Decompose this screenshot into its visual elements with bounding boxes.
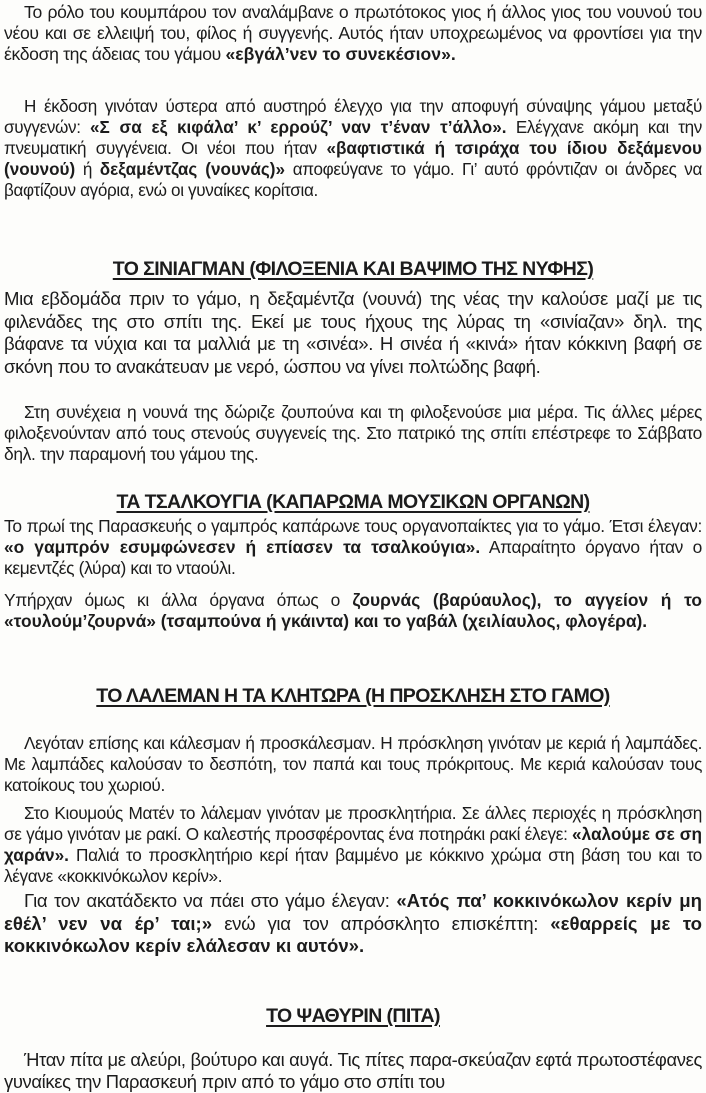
paragraph-psathyrin-pie (4, 1049, 702, 1093)
text-run: Η έκδοση γινόταν ύστερα από αυστηρό έλεγχο για την αποφυγή σύναψης γάμου μεταξύ συγγενών: (4, 97, 702, 137)
text-run: Υπήρχαν όμως κι άλλα όργανα όπως ο (4, 590, 353, 610)
text-run: ή (75, 160, 100, 179)
heading-laleman (4, 684, 702, 708)
text-run: Στη συνέχεια η νουνά της δώριζε ζουπούνα και τη φιλοξενούσε μια μέρα. Τις άλλες μέρες φιλοξενούνταν από τους στενούς συγγενείς της. Στο πατρικό της σπίτι επέστρεφε το Σάββατο δηλ. την παραμονή του γάμου της. (4, 402, 702, 464)
heading-siniagman (4, 257, 702, 281)
text-run: Ήταν πίτα με αλεύρι, βούτυρο και αυγά. Τις πίτες παρα-σκεύαζαν εφτά πρωτοστέφανες γυναίκες την Παρασκευή πριν από το γάμο στο σπίτι του (4, 1049, 702, 1092)
text-run: Το πρωί της Παρασκευής ο γαμπρός καπάρωνε τους οργανοπαίκτες για το γάμο. Έτσι έλεγαν: (4, 516, 702, 536)
bold-quote-run: δεξαμέντζας (νουνάς)» (99, 160, 286, 179)
text-run: Παλιά το προσκλητήριο κερί ήταν βαμμένο με κόκκινο χρώμα στη βάση του και το λέγανε «κοκκινόκωλον κερίν». (4, 845, 702, 886)
paragraph-tsalkougia-instruments (4, 590, 702, 632)
heading-siniagman-text: ΤΟ ΣΙΝΙΑΓΜΑΝ (ΦΙΛΟΞΕΝΙΑ ΚΑΙ ΒΑΨΙΜΟ ΤΗΣ ΝΥΦΗΣ) (112, 258, 594, 280)
text-run: Το ρόλο του κουμπάρου τον αναλάμβανε ο πρωτότοκος γιος ή άλλος γιος του νουνού του νέου και σε ελλειψή του, φίλος ή συγγενής. Αυτός ήταν υποχρεωμένος να φροντίσει για την έκδοση της άδειας του γάμου (4, 2, 702, 64)
bold-quote-run: «Σ σα εξ κιφάλα’ κ’ ερρούζ’ ναν τ’έναν τ’άλλο». (90, 118, 507, 137)
heading-psathyrin-text: ΤΟ ΨΑΘΥΡΙΝ (ΠΙΤΑ) (266, 1005, 440, 1027)
paragraph-koumparos-role (4, 2, 702, 65)
text-run: Λεγόταν επίσης και κάλεσμαν ή προσκάλεσμαν. Η πρόσκληση γινόταν με κεριά ή λαμπάδες. Με λαμπάδες καλούσαν το δεσπότη, τον παπά και τους πρόκριτους. Με κεριά καλούσαν τους κατοίκους του χωριού. (4, 733, 702, 795)
bold-quote-run: «εθαρρείς με το κοκκινόκωλον κερίν ελάλεσαν κι αυτόν». (4, 912, 702, 956)
bold-quote-run: «λαλούμε σε ση χαράν». (4, 824, 702, 865)
heading-tsalkougia-text: ΤΑ ΤΣΑΛΚΟΥΓΙΑ (ΚΑΠΑΡΩΜΑ ΜΟΥΣΙΚΩΝ ΟΡΓΑΝΩΝ) (116, 491, 590, 513)
text-run: Μια εβδομάδα πριν το γάμο, η δεξαμέντζα (νουνά) της νέας την καλούσε μαζί με τις φιλενάδες της στο σπίτι της. Εκεί με τους ήχους της λύρας τη «σινίαζαν» δηλ. της βάφανε τα νύχια και τα μαλλιά με τη «σινέα». Η σινέα ή «κινά» ήταν κόκκινη βαφή σε σκόνη που το ανακάτευαν με νερό, ώσπου να γίνει πολτώδης βαφή. (4, 288, 702, 377)
heading-laleman-text: ΤΟ ΛΑΛΕΜΑΝ Η ΤΑ ΚΛΗΤΩΡΑ (Η ΠΡΟΣΚΛΗΣΗ ΣΤΟ ΓΑΜΟ) (96, 685, 610, 707)
bold-quote-run: «εβγάλ’νεν το συνεκέσιον». (225, 44, 456, 64)
text-run: Στο Κιουμούς Ματέν το λάλεμαν γινόταν με προσκλητήρια. Σε άλλες περιοχές η πρόσκληση σε γάμο γινόταν με ρακί. Ο καλεστής προσφέροντας ένα ποτηράκι ρακί έλεγε: (4, 803, 702, 844)
heading-psathyrin (4, 1004, 702, 1028)
bold-quote-run: «Ατός πα’ κοκκινόκωλον κερίν μη εθέλ’ νεν να έρ’ ται;» (4, 890, 702, 934)
text-run: Απαραίτητο όργανο ήταν ο κεμεντζές (λύρα) και το νταούλι. (4, 537, 702, 578)
text-run: Για τον ακατάδεκτο να πάει στο γάμο έλεγαν: (24, 890, 397, 911)
paragraph-tsalkougia-booking (4, 516, 702, 579)
paragraph-laleman-sayings (4, 890, 702, 958)
heading-tsalkougia (4, 490, 702, 514)
bold-quote-run: ζουρνάς (βαρύαυλος), το αγγείον ή το «τουλούμ’ζουρνά» (τσαμπούνα ή γκάιντα) και το γαβάλ (χειλίαυλος, φλογέρα). (4, 590, 702, 631)
bold-quote-run: «βαφτιστικά ή τσιράχα του ίδιου δεξάμενου (νουνού) (4, 139, 702, 179)
paragraph-siniagman-dyeing (4, 288, 702, 378)
text-run: ενώ για τον απρόσκλητο επισκέπτη: (212, 912, 551, 934)
paragraph-laleman-candles (4, 733, 702, 796)
paragraph-laleman-raki (4, 803, 702, 887)
text-run: αποφεύγανε το γάμο. Γι’ αυτό φρόντιζαν οι άνδρες να βαφτίζουν αγόρια, ενώ οι γυναίκες κορίτσια. (4, 160, 702, 200)
paragraph-license-kinship-check (4, 96, 702, 201)
bold-quote-run: «ο γαμπρόν εσυμφώνεσεν ή επίασεν τα τσαλκούγια». (4, 537, 481, 557)
text-run: Ελέγχανε ακόμη και την πνευματική συγγένεια. Οι νέοι που ήταν (4, 118, 702, 158)
paragraph-siniagman-hosting (4, 402, 702, 465)
